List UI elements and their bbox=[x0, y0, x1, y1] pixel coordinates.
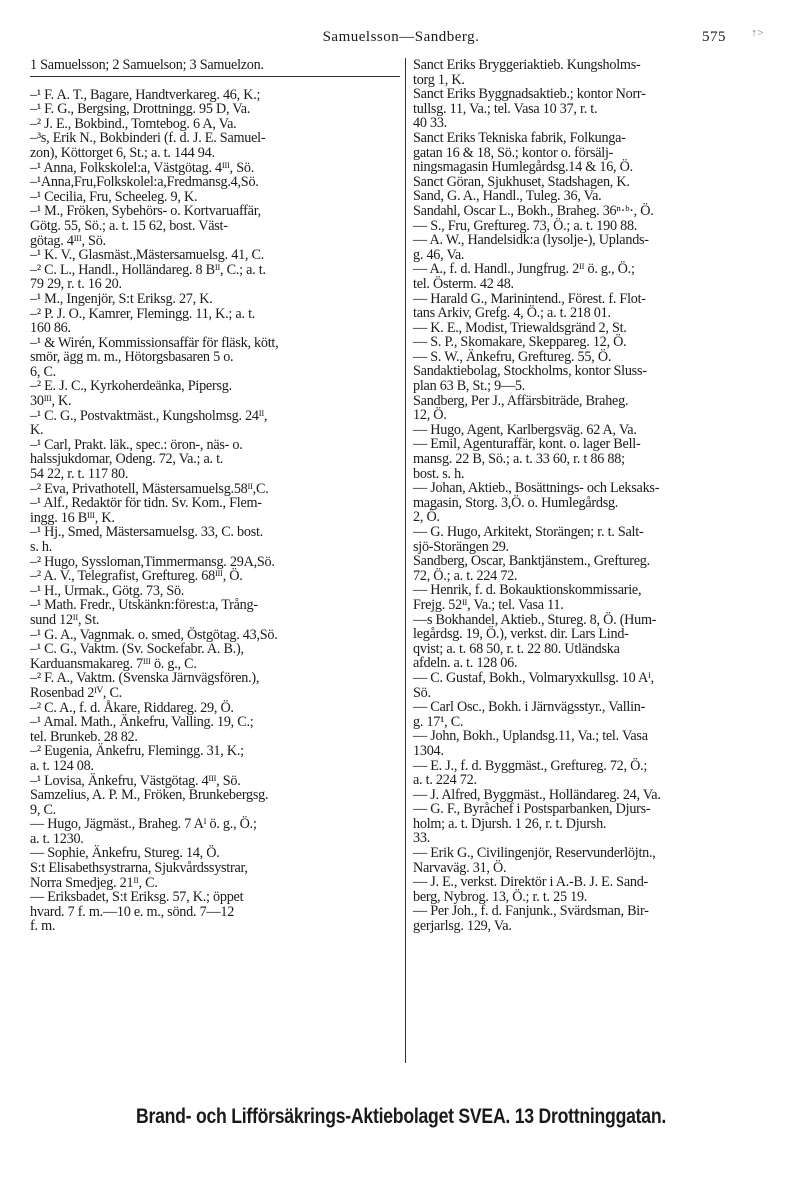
directory-columns bbox=[30, 58, 772, 1068]
entry-line: — C. Gustaf, Bokh., Volmaryxkullsg. 10 Aᴵ, bbox=[413, 669, 654, 686]
entry-line: 1304. bbox=[413, 742, 444, 759]
entry-line: –² P. J. O., Kamrer, Flemingg. 11, K.; a. t. bbox=[30, 305, 256, 322]
entry-line: Sanct Göran, Sjukhuset, Stadshagen, K. bbox=[413, 173, 630, 190]
entry-line: –² E. J. C., Kyrkoherdeänka, Pipersg. bbox=[30, 378, 232, 395]
entry-line: –¹ M., Ingenjör, S:t Eriksg. 27, K. bbox=[30, 290, 213, 307]
entry-line: –¹ Lovisa, Änkefru, Västgötag. 4ᴵᴵᴵ, Sö. bbox=[30, 772, 241, 789]
entry-line: –¹ Math. Fredr., Utskänkn:förest:a, Trång- bbox=[30, 597, 258, 614]
entry-line: –¹ F. G., Bergsing, Drottningg. 95 D, Va. bbox=[30, 101, 251, 118]
entry-line: –¹ Cecilia, Fru, Scheeleg. 9, K. bbox=[30, 188, 198, 205]
entry-line: –¹ Carl, Prakt. läk., spec.: öron-, näs- o. bbox=[30, 436, 243, 453]
entry-line: gerjarlsg. 129, Va. bbox=[413, 918, 512, 935]
entry-line: mansg. 22 B, Sö.; a. t. 33 60, r. t 86 88; bbox=[413, 451, 625, 468]
entry-line: tel. Österm. 42 48. bbox=[413, 275, 514, 292]
entry-line: — Johan, Aktieb., Bosättnings- och Leksaks- bbox=[413, 480, 660, 497]
entry-line: — Harald G., Marinintend., Förest. f. Flot- bbox=[413, 290, 646, 307]
entry-line: — K. E., Modist, Triewaldsgränd 2, St. bbox=[413, 319, 627, 336]
entry-line: torg 1, K. bbox=[413, 71, 465, 88]
entry-line: Samzelius, A. P. M., Fröken, Brunkebergsg. bbox=[30, 787, 269, 804]
entry-line: –² C. L., Handl., Holländareg. 8 Bᴵᴵ, C.; a. t. bbox=[30, 261, 266, 278]
entry-line: 33. bbox=[413, 830, 430, 847]
entry-line: zon), Köttorget 6, St.; a. t. 144 94. bbox=[30, 144, 215, 161]
entry-line: –² Eva, Privathotell, Mästersamuelsg.58ᴵᴵ,C. bbox=[30, 480, 269, 497]
entry-line: ningsmagasin Humlegårdsg.14 & 16, Ö. bbox=[413, 159, 633, 176]
entry-line: Sandberg, Oscar, Banktjänstem., Greftureg. bbox=[413, 553, 650, 570]
entry-line: –¹ Alf., Redaktör för tidn. Sv. Kom., Flem- bbox=[30, 495, 262, 512]
entry-line: legårdsg. 19, Ö.), verkst. dir. Lars Lind- bbox=[413, 626, 629, 643]
entry-line: afdeln. a. t. 128 06. bbox=[413, 655, 518, 672]
entry-line: –¹Anna,Fru,Folkskolel:a,Fredmansg.4,Sö. bbox=[30, 174, 259, 191]
entry-line: Sö. bbox=[413, 684, 431, 701]
entry-line: — G. F., Byråchef i Postsparbanken, Djurs- bbox=[413, 801, 651, 818]
entry-line: tullsg. 11, Va.; tel. Vasa 10 37, r. t. bbox=[413, 100, 598, 117]
entry-line: — Eriksbadet, S:t Eriksg. 57, K.; öppet bbox=[30, 889, 244, 906]
entry-line: 6, C. bbox=[30, 363, 56, 380]
entry-line: –² Eugenia, Änkefru, Flemingg. 31, K.; bbox=[30, 743, 244, 760]
entry-line: — Henrik, f. d. Bokauktionskommissarie, bbox=[413, 582, 642, 599]
entry-line: Frejg. 52ᴵᴵ, Va.; tel. Vasa 11. bbox=[413, 596, 564, 613]
entry-line: g. 46, Va. bbox=[413, 246, 465, 263]
entry-line: –¹ H., Urmak., Götg. 73, Sö. bbox=[30, 582, 185, 599]
left-column-header: 1 Samuelsson; 2 Samuelson; 3 Samuelzon. bbox=[30, 58, 400, 77]
entry-line: Sandahl, Oscar L., Bokh., Braheg. 36ⁿ·ᵇ·, Ö. bbox=[413, 202, 654, 219]
corner-mark: ↑> bbox=[751, 27, 764, 39]
entry-line: sund 12ᴵᴵ, St. bbox=[30, 611, 100, 628]
entry-line: tel. Brunkeb. 28 82. bbox=[30, 728, 138, 745]
entry-line: — S. P., Skomakare, Skeppareg. 12, Ö. bbox=[413, 334, 627, 351]
entry-line: tans Arkiv, Grefg. 4, Ö.; a. t. 218 01. bbox=[413, 305, 611, 322]
running-head-title: Samuelsson—Sandberg. bbox=[322, 29, 480, 45]
entry-line: — S., Fru, Greftureg. 73, Ö.; a. t. 190 88. bbox=[413, 217, 638, 234]
entry-line: Sanct Eriks Bryggeriaktieb. Kungsholms- bbox=[413, 57, 641, 73]
entry-line: — Emil, Agenturaffär, kont. o. lager Bell- bbox=[413, 436, 641, 453]
entry-line: — Sophie, Änkefru, Stureg. 14, Ö. bbox=[30, 845, 220, 862]
entry-line: s. h. bbox=[30, 539, 53, 555]
entry-line: –¹ G. A., Vagnmak. o. smed, Östgötag. 43,Sö. bbox=[30, 626, 278, 643]
entry-line: Götg. 55, Sö.; a. t. 15 62, bost. Väst- bbox=[30, 217, 228, 234]
entry-line: holm; a. t. Djursh. 1 26, r. t. Djursh. bbox=[413, 815, 607, 832]
entry-line: –¹ C. G., Postvaktmäst., Kungsholmsg. 24ᴵᴵ, bbox=[30, 407, 268, 424]
entry-line: plan 63 B, St.; 9—5. bbox=[413, 378, 526, 395]
entry-line: Rosenbad 2ᴵⱽ, C. bbox=[30, 684, 122, 701]
entry-line: hvard. 7 f. m.—10 e. m., sönd. 7—12 bbox=[30, 903, 235, 920]
entry-line: ingg. 16 Bᴵᴵᴵ, K. bbox=[30, 509, 115, 526]
entry-line: — G. Hugo, Arkitekt, Storängen; r. t. Salt- bbox=[413, 524, 644, 540]
entry-line: S:t Elisabethsystrarna, Sjukvårdssystrar, bbox=[30, 860, 248, 877]
entry-line: berg, Nybrog. 13, Ö.; r. t. 25 19. bbox=[413, 888, 588, 905]
entry-line: — Per Joh., f. d. Fanjunk., Svärdsman, Bir- bbox=[413, 903, 649, 920]
entry-line: 12, Ö. bbox=[413, 407, 447, 424]
entry-line: götag. 4ᴵᴵᴵ, Sö. bbox=[30, 232, 106, 249]
entry-line: gatan 16 & 18, Sö.; kontor o. försälj- bbox=[413, 144, 614, 161]
entry-line: –² Hugo, Syssloman,Timmermansg. 29A,Sö. bbox=[30, 553, 275, 570]
entry-line: 79 29, r. t. 16 20. bbox=[30, 276, 122, 293]
entry-line: a. t. 124 08. bbox=[30, 757, 94, 774]
entry-line: — E. J., f. d. Byggmäst., Greftureg. 72, Ö.; bbox=[413, 757, 648, 774]
entry-line: –² J. E., Bokbind., Tomtebog. 6 A, Va. bbox=[30, 115, 237, 132]
entry-line: –² A. V., Telegrafist, Greftureg. 68ᴵᴵᴵ, Ö. bbox=[30, 568, 243, 585]
entry-line: bost. s. h. bbox=[413, 465, 465, 482]
entry-line: –¹ Hj., Smed, Mästersamuelsg. 33, C. bost. bbox=[30, 524, 263, 541]
entry-line: —s Bokhandel, Aktieb., Stureg. 8, Ö. (Hum- bbox=[413, 611, 657, 628]
running-head bbox=[30, 26, 772, 50]
entry-line: K. bbox=[30, 422, 44, 439]
footer-advertisement: Brand- och Lifförsäkrings-Aktiebolaget SVEA. 13 Drottninggatan. bbox=[135, 1105, 667, 1128]
entry-line: — Hugo, Agent, Karlbergsväg. 62 A, Va. bbox=[413, 421, 637, 438]
entry-line: f. m. bbox=[30, 918, 56, 935]
entry-line: smör, ägg m. m., Hötorgsbasaren 5 o. bbox=[30, 349, 234, 366]
entry-line: — A., f. d. Handl., Jungfrug. 2ᴵᴵ ö. g., Ö.; bbox=[413, 261, 635, 278]
entry-line: — Hugo, Jägmäst., Braheg. 7 Aᴵ ö. g., Ö.; bbox=[30, 816, 257, 833]
entry-line: sjö-Storängen 29. bbox=[413, 538, 509, 555]
entry-line: Sandberg, Per J., Affärsbiträde, Braheg. bbox=[413, 392, 629, 409]
entry-line: qvist; a. t. 68 50, r. t. 22 80. Utländska bbox=[413, 640, 620, 657]
entry-line: –² C. A., f. d. Åkare, Riddareg. 29, Ö. bbox=[30, 699, 234, 716]
entry-line: Sand, G. A., Handl., Tuleg. 36, Va. bbox=[413, 188, 602, 205]
entry-line: Karduansmakareg. 7ᴵᴵᴵ ö. g., C. bbox=[30, 655, 197, 672]
entry-line: 9, C. bbox=[30, 801, 56, 818]
entry-line: –² F. A., Vaktm. (Svenska Järnvägsfören.), bbox=[30, 670, 260, 687]
entry-line: Sanct Eriks Tekniska fabrik, Folkunga- bbox=[413, 129, 626, 146]
entry-line: –¹ K. V., Glasmäst.,Mästersamuelsg. 41, C. bbox=[30, 247, 265, 264]
entry-line: 54 22, r. t. 117 80. bbox=[30, 466, 129, 483]
entry-line: –¹ Amal. Math., Änkefru, Valling. 19, C.; bbox=[30, 714, 254, 731]
entry-line: a. t. 1230. bbox=[30, 830, 84, 847]
entry-line: Sandaktiebolag, Stockholms, kontor Sluss- bbox=[413, 363, 647, 380]
entry-line: –¹ & Wirén, Kommissionsaffär för fläsk, kött, bbox=[30, 334, 279, 351]
entry-line: — S. W., Änkefru, Greftureg. 55, Ö. bbox=[413, 348, 612, 365]
directory-page bbox=[30, 26, 772, 1166]
entry-line: a. t. 224 72. bbox=[413, 772, 477, 789]
entry-line: — Carl Osc., Bokh. i Järnvägsstyr., Vallin- bbox=[413, 699, 646, 716]
entry-line: 72, Ö.; a. t. 224 72. bbox=[413, 567, 518, 584]
entry-line: — J. E., verkst. Direktör i A.-B. J. E. Sand- bbox=[413, 874, 649, 891]
entry-line: g. 17¹, C. bbox=[413, 713, 464, 730]
entry-line: 30ᴵᴵᴵ, K. bbox=[30, 393, 72, 410]
entry-line: halssjukdomar, Odeng. 72, Va.; a. t. bbox=[30, 451, 224, 468]
page-number: 575 bbox=[702, 29, 726, 45]
entry-line: magasin, Storg. 3,Ö. o. Humlegårdsg. bbox=[413, 494, 619, 511]
entry-line: — A. W., Handelsidk:a (lysolje-), Uplands- bbox=[413, 232, 649, 249]
entry-line: — John, Bokh., Uplandsg.11, Va.; tel. Vasa bbox=[413, 728, 648, 745]
entry-line: Sanct Eriks Byggnadsaktieb.; kontor Norr- bbox=[413, 86, 646, 103]
entry-line: –¹ F. A. T., Bagare, Handtverkareg. 46, K.; bbox=[30, 86, 261, 103]
right-column bbox=[413, 58, 775, 934]
entry-line: — J. Alfred, Byggmäst., Holländareg. 24, Va. bbox=[413, 786, 661, 803]
entry-line: 2, Ö. bbox=[413, 509, 440, 526]
entry-line: 160 86. bbox=[30, 320, 71, 337]
entry-line: 40 33. bbox=[413, 115, 447, 132]
entry-line: –¹ M., Fröken, Sybehörs- o. Kortvaruaffär, bbox=[30, 203, 261, 220]
entry-line: –³s, Erik N., Bokbinderi (f. d. J. E. Samuel- bbox=[30, 130, 266, 147]
entry-line: –¹ C. G., Vaktm. (Sv. Sockefabr. A. B.), bbox=[30, 641, 244, 658]
entry-line: — Erik G., Civilingenjör, Reservunderlöjtn., bbox=[413, 845, 656, 862]
entry-line: –¹ Anna, Folkskolel:a, Västgötag. 4ᴵᴵᴵ, Sö. bbox=[30, 159, 255, 176]
entry-line: Narvaväg. 31, Ö. bbox=[413, 859, 507, 876]
entry-line: Norra Smedjeg. 21ᴵᴵ, C. bbox=[30, 874, 158, 891]
left-column bbox=[30, 58, 400, 934]
column-divider bbox=[405, 58, 406, 1063]
